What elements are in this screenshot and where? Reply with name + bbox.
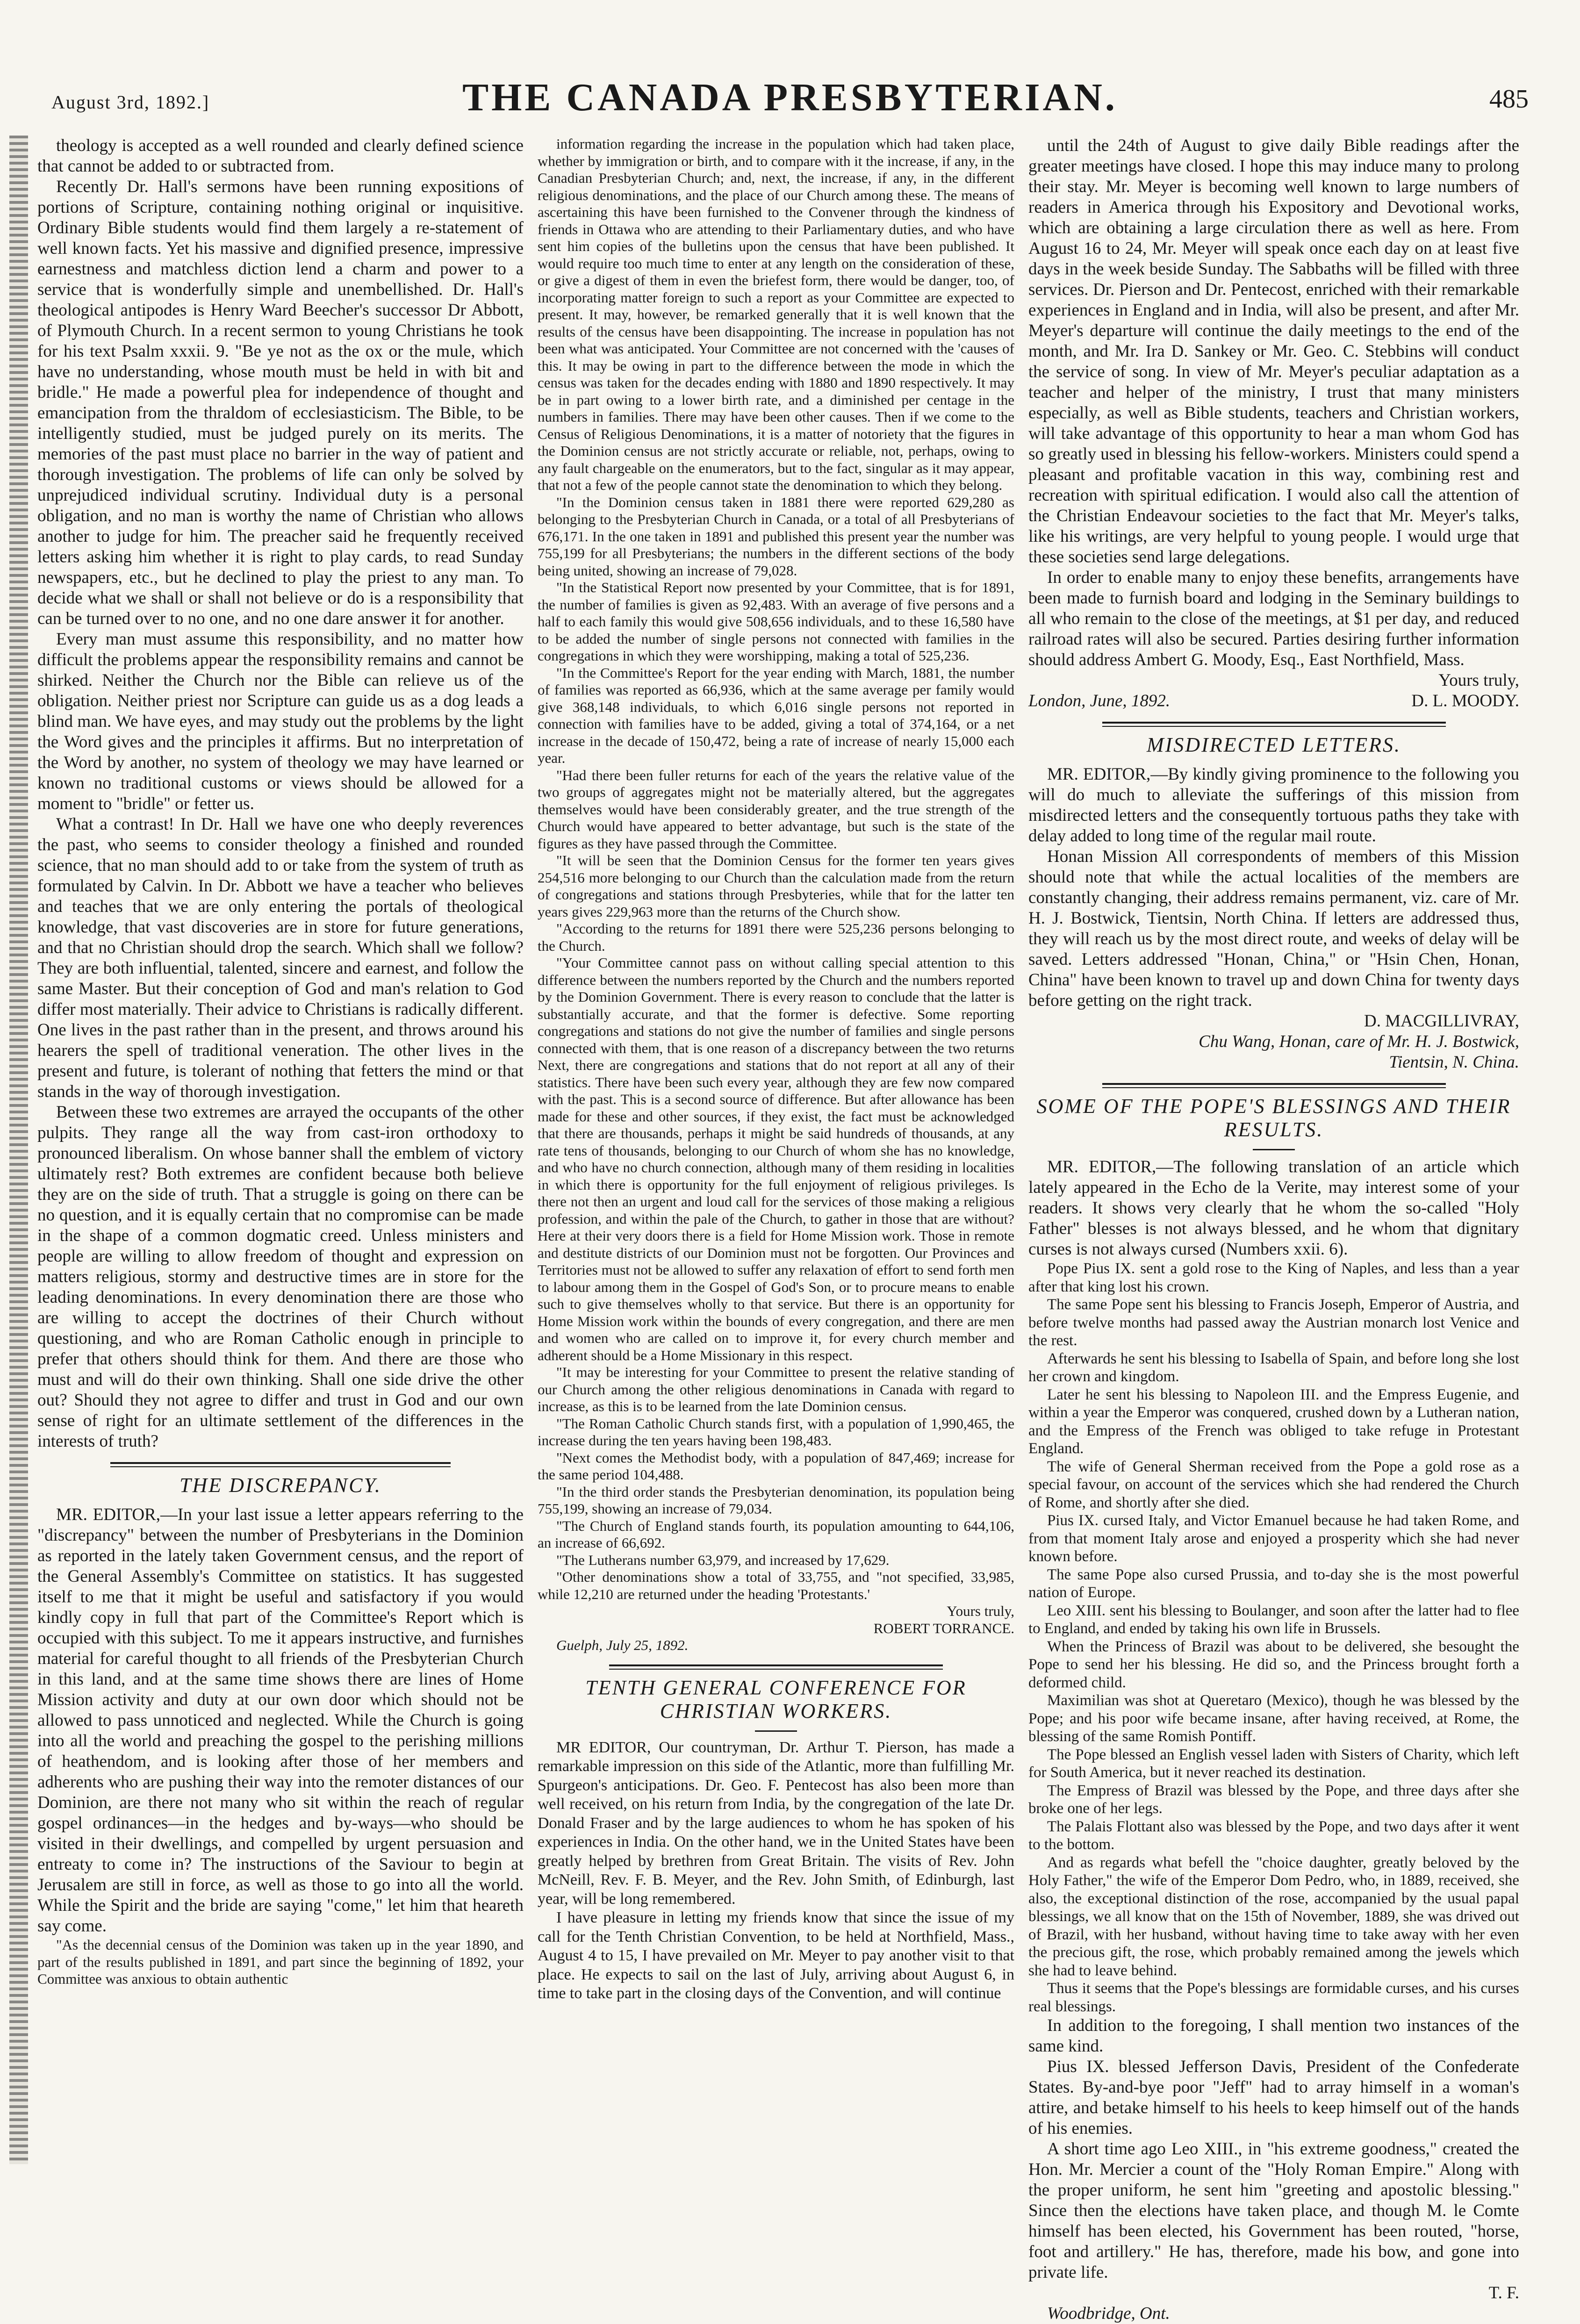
title-dash [1253,1149,1295,1150]
quoted-paragraph: "In the Statistical Report now presented by your Committee, that is for 1891, the number of families is given as 92,483. With an average of five persons and a half to each family this would give 508,656 individuals, and to these 16,580 have to be added the number of single persons not connected with families in the congregations in which they were worshipping, making a total of 525,236. [538,579,1014,664]
quoted-paragraph: "According to the returns for 1891 there were 525,236 persons belonging to the Church. [538,920,1014,954]
quoted-paragraph: information regarding the increase in the population which had taken place, whether by immigration or birth, and to compare with it the increase, if any, in the Canadian Presbyterian Church; and, next, the increase, if any, in the different religious denominations, and the place of our Church among these. The means of ascertaining this have been furnished to the Convener through the kindness of friends in Ottawa who are attending to their Parliamentary duties, and who have sent him copies of the bulletins upon the census that have been published. It would require too much time to enter at any length on the consideration of these, or give a digest of them in even the briefest form, there would be danger, too, of incorporating matter foreign to such a report as your Committee are expected to present. It may, however, be remarked generally that it is well known that the results of the census have been disappointing. The increase in population has not been what was anticipated. Your Committee are not concerned with the 'causes of this. It may be owing in part to the difference between the mode in which the census was taken for the decades ending with 1880 and 1890 respectively. It may be in part owing to a lower birth rate, and a diminished per centage in the numbers in families. There may have been other causes. Then if we come to the Census of Religious Denominations, it is a matter of notoriety that the figures in the Dominion census are not strictly accurate or reliable, not, perhaps, owing to any fault chargeable on the enumerators, but to the fact, singular as it may appear, that not a few of the people cannot state the denomination to which they belong. [538,136,1014,493]
quoted-paragraph: "As the decennial census of the Dominion was taken up in the year 1890, and part of the results published in 1891, and part since the beginning of 1892, your Committee was anxious to obtain authentic [37,1937,524,1987]
quoted-paragraph: "The Church of England stands fourth, its population amounting to 644,106, an increase of 66,692. [538,1517,1014,1551]
quoted-paragraph: "The Roman Catholic Church stands first, with a population of 1,990,465, the increase during the ten years having been 198,483. [538,1415,1014,1449]
article-paragraph: When the Princess of Brazil was about to be delivered, she besought the Pope to send her his blessing. He did so, and the Princess brought forth a deformed child. [1028,1638,1519,1691]
article-paragraph: The Empress of Brazil was blessed by the Pope, and three days after she broke one of her legs. [1028,1782,1519,1817]
article-paragraph: Afterwards he sent his blessing to Isabella of Spain, and before long she lost her crown and kingdom. [1028,1350,1519,1385]
article-paragraph: MR EDITOR, Our countryman, Dr. Arthur T. Pierson, has made a remarkable impression on this side of the Atlantic, more than fulfilling Mr. Spurgeon's anticipations. Dr. Geo. F. Pentecost has also been more than well received, on his return from India, by the congregation of the late Dr. Donald Fraser and by the large audiences to whom he has spoken of his experiences in India. On the other hand, we in the United States have been greatly helped by brethren from Great Britain. The visits of Rev. John McNeill, Rev. F. B. Meyer, and the Rev. John Smith, of Edinburgh, last year, will be long remembered. [538,1738,1014,1908]
quoted-paragraph: "In the third order stands the Presbyterian denomination, its population being 755,199, showing an increase of 79,034. [538,1483,1014,1517]
page-header [51,70,1529,122]
article-paragraph: I have pleasure in letting my friends know that since the issue of my call for the Tenth Christian Convention, to be held at Northfield, Mass., August 4 to 15, I have prevailed on Mr. Meyer to pay another visit to that place. He expects to sail on the last of July, arriving about August 6, in time to take part in the closing days of the Convention, and will continue [538,1909,1014,2002]
signature-initials: T. F. [1488,2283,1519,2302]
signature-name: ROBERT TORRANCE. [873,1620,1014,1636]
article-paragraph: What a contrast! In Dr. Hall we have one who deeply reverences the past, who seems to consider theology a finished and rounded science, that no man should add to or take from the system of truth as formulated by Calvin. In Dr. Abbott we have a teacher who believes and teaches that we are only entering the portals of theological knowledge, that vast discoveries are in store for future generations, and that no Christian should drop the search. Which shall we follow? They are both influential, talented, sincere and earnest, and follow the same Master. But their conception of God and man's relation to God differ most materially. Their advice to Christians is radically different. One lives in the past rather than in the present, and throws around his hearers the spell of traditional veneration. The other lives in the present and future, is tolerant of nothing that fetters the mind or that stands in the way of thorough investigation. [37,815,524,1101]
article-paragraph: Leo XIII. sent his blessing to Boulanger, and soon after the latter had to flee to England, and ended by taking his own life in Brussels. [1028,1602,1519,1637]
article-paragraph: Thus it seems that the Pope's blessings are formidable curses, and his curses real blessings. [1028,1980,1519,2015]
article-paragraph: And as regards what befell the "choice daughter, greatly beloved by the Holy Father," the wife of the Emperor Dom Pedro, who, in 1889, received, she also, the exceptional distinction of the rose, accompanied by the usual papal blessings, we all know that on the 15th of November, 1889, she was drived out of Brazil, with her husband, without having time to take away with her even the precious gift, the rose, which probably remained among the jewels which she had to leave behind. [1028,1854,1519,1979]
signature-address: Tientsin, N. China. [1389,1053,1519,1072]
signature-closing: Yours truly, [1438,671,1519,690]
article-paragraph: Recently Dr. Hall's sermons have been running expositions of portions of Scripture, containing nothing original or inquisitive. Ordinary Bible students would find them largely a re-statement of well known facts. Yet his massive and dignified presence, impressive earnestness and matchless diction lend a charm and power to a service that is wonderfully simple and unembellished. Dr. Hall's theological antipodes is Henry Ward Beecher's successor Dr Abbott, of Plymouth Church. In a recent sermon to young Christians he took for his text Psalm xxxii. 9. "Be ye not as the ox or the mule, which have no understanding, whose mouth must be held in with bit and bridle." He made a powerful plea for independence of thought and emancipation from the thraldom of ecclesiasticism. The Bible, to be intelligently studied, must be judged purely on its merits. The memories of the past must place no barrier in the way of patient and thorough investigation. The problems of life can only be solved by unprejudiced individual scrutiny. Individual duty is a personal obligation, and no man is worthy the name of Christian who allows another to judge for him. The preacher said he frequently received letters asking him whether it is right to play cards, to read Sunday newspapers, etc., but he declined to play the priest to any man. To decide what we shall or shall not believe or do is a responsibility that can be turned over to no one, and no one dare answer it for another. [37,177,524,628]
signature-closing: Yours truly, [947,1603,1014,1619]
article-paragraph: The same Pope sent his blessing to Francis Joseph, Emperor of Austria, and before twelve months had passed away the Austrian monarch lost Venice and the rest. [1028,1296,1519,1349]
section-title-popes-blessings: SOME OF THE POPE'S BLESSINGS AND THEIR RESULTS. [1036,1095,1511,1141]
quoted-paragraph: "Your Committee cannot pass on without calling special attention to this difference between the numbers reported by the Church and the numbers reported by the Dominion Government. There is every reason to conclude that the latter is substantially accurate, and that the former is defective. Some reporting congregations and stations do not give the number of families and single persons connected with them, that is one reason of a discrepancy between the two returns Next, there are congregations and stations that do not report at all any of their statistics. There have been such every year, although they are few now compared with the past. This is a second source of difference. But after allowance has been made for these and other sources, if they exist, the fact must be acknowledged that there are thousands, perhaps it might be said hundreds of thousands, at any rate tens of thousands, belonging to our Church of whom she has no knowledge, and who have no church connection, although many of them residing in localities in which there is opportunity for the full enjoyment of religious privileges. Is there not then an urgent and loud call for the services of those making a religious profession, and within the pale of the Church, to gather in those that are without? Here at their very doors there is a field for Home Mission work. Those in remote and destitute districts of our Dominion must not be forgotten. Our Provinces and Territories must not be allowed to suffer any relaxation of effort to send forth men to labour among them in the Gospel of God's Son, or to procure means to enable such to give themselves wholly to that service. But there is an opportunity for Home Mission work within the bounds of every congregation, and there are men and women who are called on to improve it, for every church member and adherent should be a Home Missionary in this respect. [538,954,1014,1363]
section-rule [609,1664,943,1670]
quoted-paragraph: "In the Dominion census taken in 1881 there were reported 629,280 as belonging to the Presbyterian Church in Canada, or a total of all Presbyterians of 676,171. In the one taken in 1891 and published this present year the number was 755,199 for all Presbyterians; the numbers in the different sections of the body being united, showing an increase of 79,028. [538,494,1014,579]
section-rule [1102,1083,1446,1088]
article-paragraph: Between these two extremes are arrayed the occupants of the other pulpits. They range all the way from cast-iron orthodoxy to pronounced liberalism. On whose banner shall the emblem of victory ultimately rest? Both extremes are confident because both believe they are on the side of truth. That a struggle is going on there can be no question, and it is equally certain that no compromise can be made in the shape of a common dogmatic creed. Unless ministers and people are willing to allow freedom of thought and expression on matters religious, stormy and destructive times are in store for the leading denominations. In every denomination there are those who are willing to accept the doctrines of their Church without questioning, and who are Roman Catholic enough in principle to prefer that others should think for them. And there are those who must and will do their own thinking. Shall one side drive the other out? Should they not agree to differ and trust in God and our own sense of right for an ultimate settlement of the differences in the interests of truth? [37,1103,524,1451]
masthead-title: THE CANADA PRESBYTERIAN. [462,76,1118,119]
quoted-paragraph: "In the Committee's Report for the year ending with March, 1881, the number of families was reported as 66,936, which at the same average per family would give 368,148 individuals, to which 6,016 single persons not reported in connection with families have to be added, giving a total of 374,164, or a net increase in the decade of 150,472, being a rate of increase of nearly 15,000 each year. [538,664,1014,766]
title-dash [755,1730,797,1732]
quoted-paragraph: "It will be seen that the Dominion Census for the former ten years gives 254,516 more belonging to our Church than the calculation made from the return of congregations and stations through Presbyteries, while that for the latter ten years gives 229,963 more than the returns of the Church show. [538,852,1014,920]
article-paragraph: Maximilian was shot at Queretaro (Mexico), though he was blessed by the Pope; and his poor wife became insane, after having received, at Rome, the blessing of the same Romish Pontiff. [1028,1692,1519,1745]
section-title-conference: TENTH GENERAL CONFERENCE FOR CHRISTIAN WORKERS. [585,1676,967,1722]
signature-address: Chu Wang, Honan, care of Mr. H. J. Bostwick, [1199,1032,1519,1051]
article-paragraph: In addition to the foregoing, I shall mention two instances of the same kind. [1028,2016,1519,2056]
article-paragraph: Every man must assume this responsibility, and no matter how difficult the problems appear the responsibility remains and cannot be shirked. Neither the Church nor the Bible can relieve us of the obligation. Neither priest nor Scripture can guide us as a dog leads a blind man. We have eyes, and may study out the problems by the light the Word gives and the principles it affirms. But no interpretation of the Word by another, no system of theology we may have learned or known no traditional customs or views should be allowed for a moment to "bridle" or fetter us. [37,630,524,813]
quoted-paragraph: "Had there been fuller returns for each of the years the relative value of the two groups of aggregates might not be materially altered, but the aggregates themselves would have been considerably greater, and the true strength of the Church would have appeared to better advantage, but such is the state of the figures as they have passed through the Committee. [538,767,1014,852]
article-paragraph: A short time ago Leo XIII., in "his extreme goodness," created the Hon. Mr. Mercier a count of the "Holy Roman Empire." Along with the proper uniform, he sent him "greeting and apostolic blessing." Since then the elections have taken place, and though M. le Comte himself has been elected, his Government has been routed, "horse, foot and artillery." He has, therefore, made his bow, and gone into private life. [1028,2139,1519,2282]
dateline: Guelph, July 25, 1892. [556,1637,689,1653]
article-paragraph: The same Pope also cursed Prussia, and to-day she is the most powerful nation of Europe. [1028,1566,1519,1601]
section-title-discrepancy: THE DISCREPANCY. [180,1474,381,1497]
signature-name: D. MACGILLIVRAY, [1364,1011,1519,1031]
page-number: 485 [1489,85,1529,114]
article-paragraph: MR. EDITOR,—The following translation of an article which lately appeared in the Echo de la Verite, may interest some of your readers. It shows very clearly that he whom the so-called "Holy Father" blesses is not always blessed, and he whom that dignitary curses is not always cursed (Numbers xxii. 6). [1028,1157,1519,1259]
section-title-misdirected: MISDIRECTED LETTERS. [1147,733,1401,756]
section-rule [110,1462,451,1467]
article-paragraph: Later he sent his blessing to Napoleon III. and the Empress Eugenie, and within a year the Emperor was conquered, crushed down by a Lutheran nation, and the Empress of the French was obliged to take refuge in Protestant England. [1028,1386,1519,1457]
signature-row [1028,691,1519,711]
quoted-paragraph: "It may be interesting for your Committee to present the relative standing of our Church among the other religious denominations in Canada with regard to increase, as this is to be learned from the late Dominion census. [538,1364,1014,1414]
binding-edge [9,136,28,2164]
article-paragraph: The wife of General Sherman received from the Pope a gold rose as a special favour, on account of the services which she had rendered the Church of Rome, and shortly after she died. [1028,1458,1519,1511]
section-rule [1102,722,1446,727]
article-paragraph: Pius IX. blessed Jefferson Davis, President of the Confederate States. By-and-bye poor "Jeff" had to array himself in a woman's attire, and betake himself to his heels to keep himself out of the hands of his enemies. [1028,2057,1519,2138]
column-1 [37,136,524,1988]
quoted-paragraph: "The Lutherans number 63,979, and increased by 17,629. [556,1551,890,1568]
article-paragraph: The Palais Flottant also was blessed by the Pope, and two days after it went to the bottom. [1028,1818,1519,1853]
article-paragraph: Pope Pius IX. sent a gold rose to the King of Naples, and less than a year after that king lost his crown. [1028,1260,1519,1295]
article-paragraph: Honan Mission All correspondents of members of this Mission should note that while the actual localities of the members are constantly changing, their address remains permanent, viz. care of Mr. H. J. Bostwick, Tientsin, North China. If letters are addressed thus, they will reach us by the most direct route, and weeks of delay will be saved. Letters addressed "Honan, China," or "Hsin Chen, Honan, China" have been known to travel up and down China for twenty days before getting on the right track. [1028,847,1519,1010]
article-paragraph: theology is accepted as a well rounded and clearly defined science that cannot be added to or subtracted from. [37,136,524,176]
issue-date: August 3rd, 1892.] [51,92,210,113]
article-paragraph: In order to enable many to enjoy these benefits, arrangements have been made to furnish board and lodging in the Seminary buildings to all who remain to the close of the meetings, at $1 per day, and reduced railroad rates will also be secured. Parties desiring further information should address Ambert G. Moody, Esq., East Northfield, Mass. [1028,568,1519,669]
quoted-paragraph: "Next comes the Methodist body, with a population of 847,469; increase for the same period 104,488. [538,1449,1014,1483]
article-paragraph: Pius IX. cursed Italy, and Victor Emanuel because he had taken Rome, and from that moment Italy arose and enjoyed a prosperity which she had never known before. [1028,1512,1519,1565]
quoted-paragraph: "Other denominations show a total of 33,755, and "not specified, 33,985, while 12,210 are returned under the heading 'Protestants.' [538,1569,1014,1602]
article-paragraph: The Pope blessed an English vessel laden with Sisters of Charity, which left for South America, but it never reached its destination. [1028,1746,1519,1781]
article-paragraph: MR. EDITOR,—In your last issue a letter appears referring to the "discrepancy" between the number of Presbyterians in the Dominion as reported in the lately taken Government census, and the report of the General Assembly's Committee on statistics. It has suggested itself to me that it might be useful and satisfactory if you would kindly copy in full that part of the Committee's Report which is occupied with this subject. To me it appears instructive, and furnishes material for careful thought to all friends of the Presbyterian Church in this land, and at the same time shows there are lines of Home Mission activity and duty at our own door which should not be allowed to pass unnoticed and neglected. While the Church is going into all the world and preaching the gospel to the perishing millions of heathendom, and is looking after those of her members and adherents who are pushing their way into the remoter distances of our Dominion, are there not many who sit within the reach of regular gospel ordinances—in the hedges and by-ways—who should be visited in their dwellings, and compelled by urgent persuasion and entreaty to come in? The instructions of the Saviour to begin at Jerusalem are still in force, as well as those to go into all the world. While the Spirit and the bride are saying "come," let him that heareth say come. [37,1505,524,1936]
signature-name: D. L. MOODY. [1411,691,1519,710]
column-2 [538,136,1014,2003]
dateline: Woodbridge, Ont. [1047,2304,1170,2323]
article-paragraph: MR. EDITOR,—By kindly giving prominence to the following you will do much to alleviate the sufferings of this mission from misdirected letters and the consequently tortuous paths they take with delay added to long time of the regular mail route. [1028,765,1519,846]
dateline: London, June, 1892. [1028,691,1171,710]
article-paragraph: until the 24th of August to give daily Bible readings after the greater meetings have closed. I hope this may induce many to prolong their stay. Mr. Meyer is becoming well known to large numbers of readers in America through his Expository and Devotional works, which are obtaining a large circulation there as well as here. From August 16 to 24, Mr. Meyer will speak once each day on at least five days in the week beside Sunday. The Sabbaths will be filled with three services. Dr. Pierson and Dr. Pentecost, enriched with their remarkable experiences in England and in India, will also be present, and after Mr. Meyer's departure will continue the daily meetings to the end of the month, and Mr. Ira D. Sankey or Mr. Geo. C. Stebbins will conduct the service of song. In view of Mr. Meyer's peculiar adaptation as a teacher and helper of the ministry, I trust that many ministers especially, as well as Bible students, teachers and Christian workers, will take advantage of this opportunity to hear a man whom God has so greatly used in blessing his fellow-workers. Ministers could spend a pleasant and profitable vacation in this way, combining rest and recreation with spiritual edification. I would also call the attention of the Christian Endeavour societies to the fact that Mr. Meyer's talks, like his writings, are very helpful to young people. I would urge that these societies send large delegations. [1028,136,1519,567]
column-3 [1028,136,1519,2324]
